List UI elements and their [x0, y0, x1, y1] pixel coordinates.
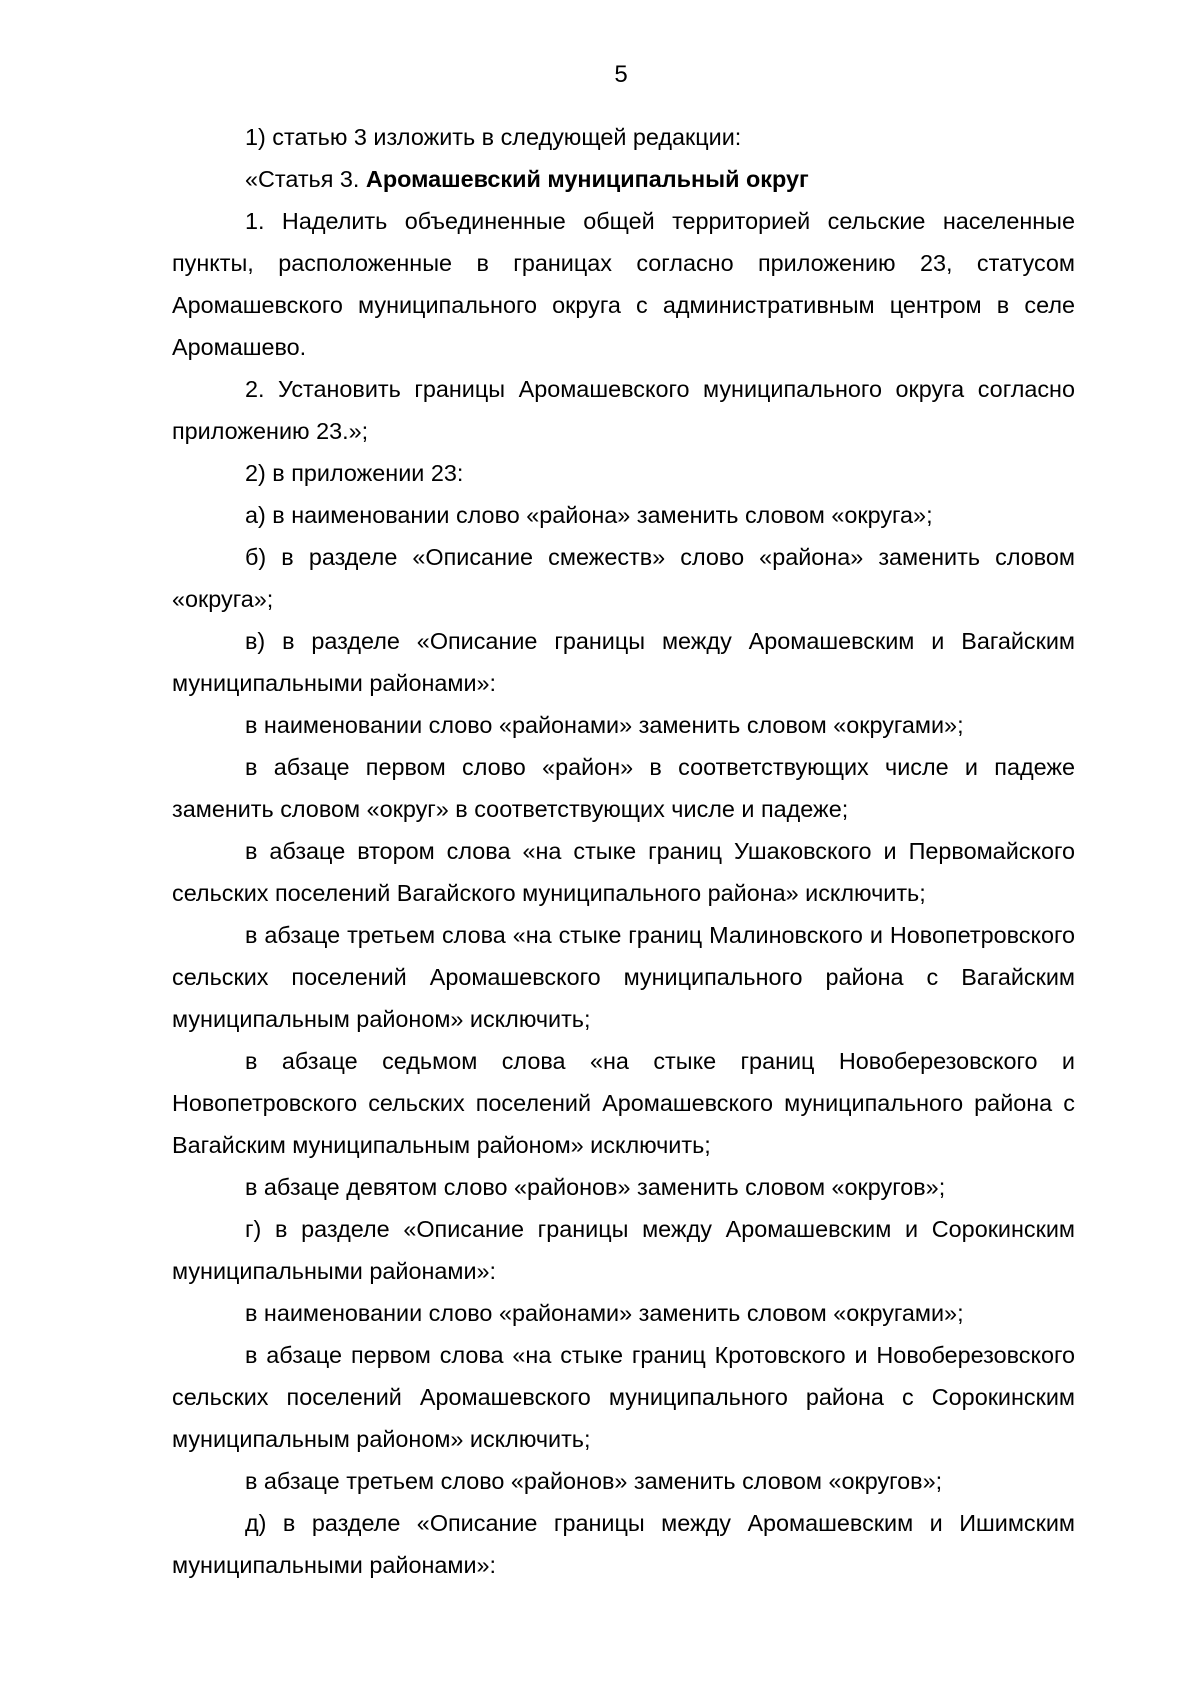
paragraph: д) в разделе «Описание границы между Аромашевским и Ишимским муниципальными районами»:: [172, 1510, 1075, 1578]
paragraph: 1) статью 3 изложить в следующей редакции:: [245, 124, 742, 150]
paragraph: 2) в приложении 23:: [245, 460, 464, 486]
paragraph: в абзаце девятом слово «районов» заменить словом «округов»;: [245, 1174, 946, 1200]
paragraph: в абзаце третьем слова «на стыке границ Малиновского и Новопетровского сельских поселений Аромашевского муниципального района с Вагайским муниципальным районом» исключить;: [172, 922, 1075, 1032]
paragraph: в абзаце первом слово «район» в соответствующих числе и падеже заменить словом «округ» в соответствующих числе и падеже;: [172, 754, 1075, 822]
paragraph: а) в наименовании слово «района» заменить словом «округа»;: [245, 502, 933, 528]
paragraph: 1. Наделить объединенные общей территорией сельские населенные пункты, расположенные в границах согласно приложению 23, статусом Аромашевского муниципального округа с административным центром в селе Аромашево.: [172, 208, 1075, 360]
paragraph: в абзаце втором слова «на стыке границ Ушаковского и Первомайского сельских поселений Вагайского муниципального района» исключить;: [172, 838, 1075, 906]
paragraph: в абзаце первом слова «на стыке границ Кротовского и Новоберезовского сельских поселений Аромашевского муниципального района с Сорокинским муниципальным районом» исключить;: [172, 1342, 1075, 1452]
page-number: 5: [614, 61, 628, 88]
paragraph: в наименовании слово «районами» заменить словом «округами»;: [245, 712, 964, 738]
document-body: [172, 116, 1075, 1586]
article-heading-title: Аромашевский муниципальный округ: [365, 166, 809, 192]
paragraph: в наименовании слово «районами» заменить словом «округами»;: [245, 1300, 964, 1326]
paragraph: в абзаце седьмом слова «на стыке границ Новоберезовского и Новопетровского сельских поселений Аромашевского муниципального района с Вагайским муниципальным районом» исключить;: [172, 1048, 1075, 1158]
article-heading: [172, 158, 1075, 200]
paragraph: г) в разделе «Описание границы между Аромашевским и Сорокинским муниципальными районами»:: [172, 1216, 1075, 1284]
paragraph: в) в разделе «Описание границы между Аромашевским и Вагайским муниципальными районами»:: [172, 628, 1075, 696]
article-heading-prefix: «Статья 3.: [245, 166, 366, 192]
paragraph: в абзаце третьем слово «районов» заменить словом «округов»;: [245, 1468, 943, 1494]
paragraph: 2. Установить границы Аромашевского муниципального округа согласно приложению 23.»;: [172, 376, 1075, 444]
paragraph: б) в разделе «Описание смежеств» слово «района» заменить словом «округа»;: [172, 544, 1075, 612]
